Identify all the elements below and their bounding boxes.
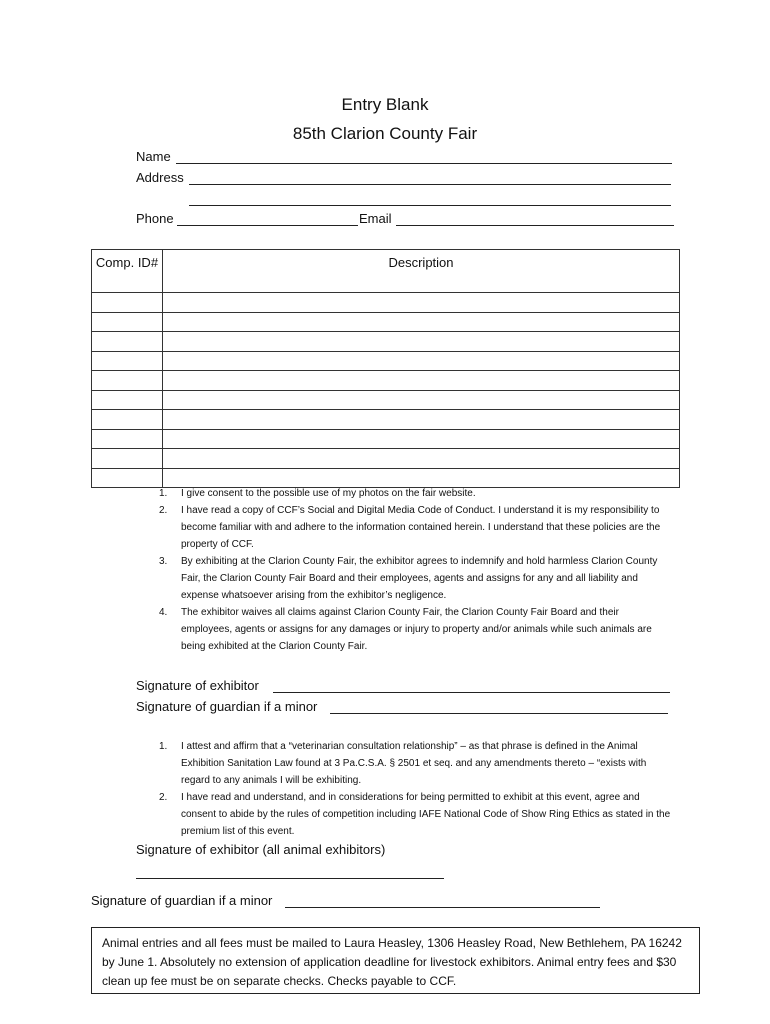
comp-id-cell[interactable] <box>92 371 163 391</box>
list-text: I have read a copy of CCF’s Social and Digital Media Code of Conduct. I understand it is my responsibility to become familiar with and adhere to the information contained herein. I understand that these policies are the property of CCF. <box>181 505 661 550</box>
table-row <box>92 410 680 430</box>
description-cell[interactable] <box>163 312 680 332</box>
comp-id-cell[interactable] <box>92 449 163 469</box>
table-row <box>92 332 680 352</box>
mailing-notice: Animal entries and all fees must be mailed to Laura Heasley, 1306 Heasley Road, New Bethlehem, PA 16242 by June 1. Absolutely no extension of application deadline for livestock exhibitors. Animal entry fees and $30 clean up fee must be on separate checks. Checks payable to CCF. <box>91 927 700 994</box>
list-text: I give consent to the possible use of my photos on the fair website. <box>181 488 476 499</box>
comp-id-cell[interactable] <box>92 429 163 449</box>
table-row <box>92 429 680 449</box>
page-subtitle: 85th Clarion County Fair <box>292 124 478 143</box>
list-text: I have read and understand, and in considerations for being permitted to exhibit at this event, agree and consent to abide by the rules of competition including IAFE National Code of Show Ring Ethics as stated in the premium list of this event. <box>181 792 671 837</box>
phone-label: Phone <box>136 211 174 226</box>
description-cell[interactable] <box>163 390 680 410</box>
list-item <box>159 789 671 840</box>
name-field[interactable] <box>176 163 672 164</box>
guardian-signature-label: Signature of guardian if a minor <box>136 699 318 714</box>
name-label: Name <box>136 149 171 164</box>
description-cell[interactable] <box>163 371 680 391</box>
animal-exhibitor-signature-field[interactable] <box>136 878 444 879</box>
comp-id-cell[interactable] <box>92 351 163 371</box>
comp-id-cell[interactable] <box>92 312 163 332</box>
list-text: I attest and affirm that a “veterinarian consultation relationship” – as that phrase is defined in the Animal Exhibition Sanitation Law found at 3 Pa.C.S.A. § 2501 et seq. and any amendments thereto – “exists with regard to any animals I will be exhibiting. <box>181 741 647 786</box>
list-item <box>159 604 671 655</box>
email-field[interactable] <box>396 225 674 226</box>
table-row <box>92 390 680 410</box>
description-cell[interactable] <box>163 410 680 430</box>
list-number: 3. <box>159 556 168 567</box>
table-row <box>92 371 680 391</box>
table-row <box>92 312 680 332</box>
list-number: 4. <box>159 607 168 618</box>
comp-id-cell[interactable] <box>92 332 163 352</box>
comp-id-cell[interactable] <box>92 468 163 488</box>
animal-terms-list <box>159 738 671 840</box>
description-cell[interactable] <box>163 351 680 371</box>
description-cell[interactable] <box>163 429 680 449</box>
comp-id-cell[interactable] <box>92 390 163 410</box>
guardian-signature-label-2: Signature of guardian if a minor <box>91 893 273 908</box>
table-header-row <box>92 250 680 293</box>
address-label: Address <box>136 170 184 185</box>
animal-exhibitor-signature-label: Signature of exhibitor (all animal exhibitors) <box>136 842 386 857</box>
table-row <box>92 449 680 469</box>
exhibitor-signature-field[interactable] <box>273 692 670 693</box>
table-row <box>92 351 680 371</box>
phone-field[interactable] <box>177 225 358 226</box>
comp-id-cell[interactable] <box>92 410 163 430</box>
list-text: The exhibitor waives all claims against Clarion County Fair, the Clarion County Fair Board and their employees, agents or assigns for any damages or injury to property and/or animals while such animals are being exhibited at the Clarion County Fair. <box>181 607 652 652</box>
list-text: By exhibiting at the Clarion County Fair, the exhibitor agrees to indemnify and hold harmless Clarion County Fair, the Clarion County Fair Board and their employees, agents and assigns for any and all liability and expense whatsoever arising from the exhibitor’s negligence. <box>181 556 658 601</box>
guardian-signature-field-2[interactable] <box>285 907 600 908</box>
guardian-signature-field[interactable] <box>330 713 668 714</box>
list-item <box>159 553 671 604</box>
page-title: Entry Blank <box>341 95 429 114</box>
description-header: Description <box>163 250 680 293</box>
email-label: Email <box>359 211 392 226</box>
list-item <box>159 485 671 502</box>
table-row <box>92 293 680 313</box>
list-number: 1. <box>159 488 168 499</box>
list-number: 1. <box>159 741 168 752</box>
description-cell[interactable] <box>163 449 680 469</box>
list-number: 2. <box>159 505 168 516</box>
list-item <box>159 738 671 789</box>
description-cell[interactable] <box>163 293 680 313</box>
address-field-line-1[interactable] <box>189 184 671 185</box>
comp-id-header: Comp. ID# <box>92 250 163 293</box>
description-cell[interactable] <box>163 332 680 352</box>
consent-terms-list <box>159 485 671 655</box>
exhibitor-signature-label: Signature of exhibitor <box>136 678 259 693</box>
entries-table <box>91 249 680 488</box>
list-number: 2. <box>159 792 168 803</box>
list-item <box>159 502 671 553</box>
address-field-line-2[interactable] <box>189 205 671 206</box>
comp-id-cell[interactable] <box>92 293 163 313</box>
